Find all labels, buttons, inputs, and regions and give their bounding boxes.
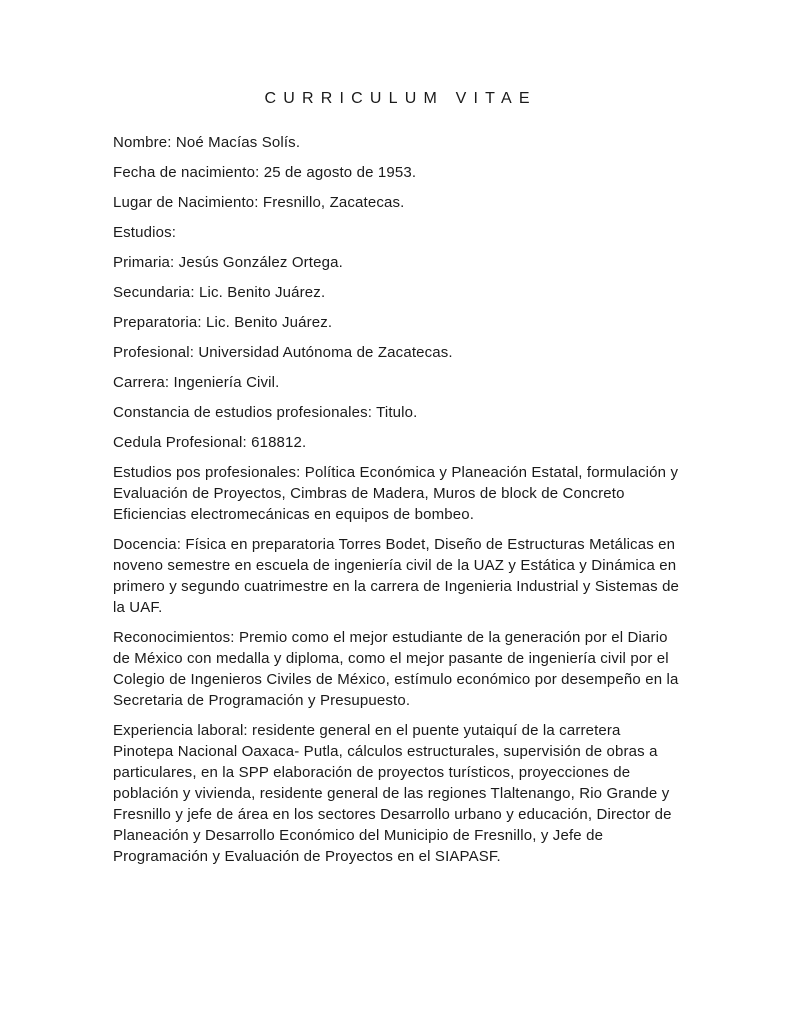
cv-line-preparatoria: Preparatoria: Lic. Benito Juárez. bbox=[113, 314, 333, 331]
cv-paragraph-docencia: Docencia: Física en preparatoria Torres Bodet, Diseño de Estructuras Metálicas en noveno semestre en escuela de ingeniería civil de la UAZ y Estática y Dinámica en primero y segundo cuatrimestre en la carrera de Ingenieria Industrial y Sistemas de la UAF. bbox=[113, 536, 680, 616]
cv-line-nombre: Nombre: Noé Macías Solís. bbox=[113, 134, 301, 151]
cv-line-fecha-nacimiento: Fecha de nacimiento: 25 de agosto de 1953. bbox=[113, 164, 417, 181]
cv-line-primaria: Primaria: Jesús González Ortega. bbox=[113, 254, 343, 271]
cv-line-profesional: Profesional: Universidad Autónoma de Zacatecas. bbox=[113, 344, 453, 361]
cv-line-constancia: Constancia de estudios profesionales: Titulo. bbox=[113, 404, 418, 421]
cv-line-cedula: Cedula Profesional: 618812. bbox=[113, 434, 307, 451]
cv-paragraph-estudios-pos-profesionales: Estudios pos profesionales: Política Económica y Planeación Estatal, formulación y Evaluación de Proyectos, Cimbras de Madera, Muros de block de Concreto Eficiencias electromecánicas en equipos de bombeo. bbox=[113, 464, 679, 523]
cv-paragraph-reconocimientos: Reconocimientos: Premio como el mejor estudiante de la generación por el Diario de México con medalla y diploma, como el mejor pasante de ingeniería civil por el Colegio de Ingenieros Civiles de México, estímulo económico por desempeño en la Secretaria de Programación y Presupuesto. bbox=[113, 629, 679, 709]
cv-line-lugar-nacimiento: Lugar de Nacimiento: Fresnillo, Zacatecas. bbox=[113, 194, 405, 211]
cv-line-estudios: Estudios: bbox=[113, 224, 177, 241]
page-title: CURRICULUM VITAE bbox=[264, 90, 537, 107]
cv-line-secundaria: Secundaria: Lic. Benito Juárez. bbox=[113, 284, 326, 301]
cv-paragraph-experiencia-laboral: Experiencia laboral: residente general en el puente yutaiquí de la carretera Pinotepa Nacional Oaxaca- Putla, cálculos estructurales, supervisión de obras a particulares, en la SPP elaboración de proyectos turísticos, proyecciones de población y vivienda, residente general de las regiones Tlaltenango, Rio Grande y Fresnillo y jefe de área en los sectores Desarrollo urbano y educación, Director de Planeación y Desarrollo Económico del Municipio de Fresnillo, y Jefe de Programación y Evaluación de Proyectos en el SIAPASF. bbox=[113, 722, 672, 865]
cv-body bbox=[113, 132, 683, 867]
cv-line-carrera: Carrera: Ingeniería Civil. bbox=[113, 374, 280, 391]
